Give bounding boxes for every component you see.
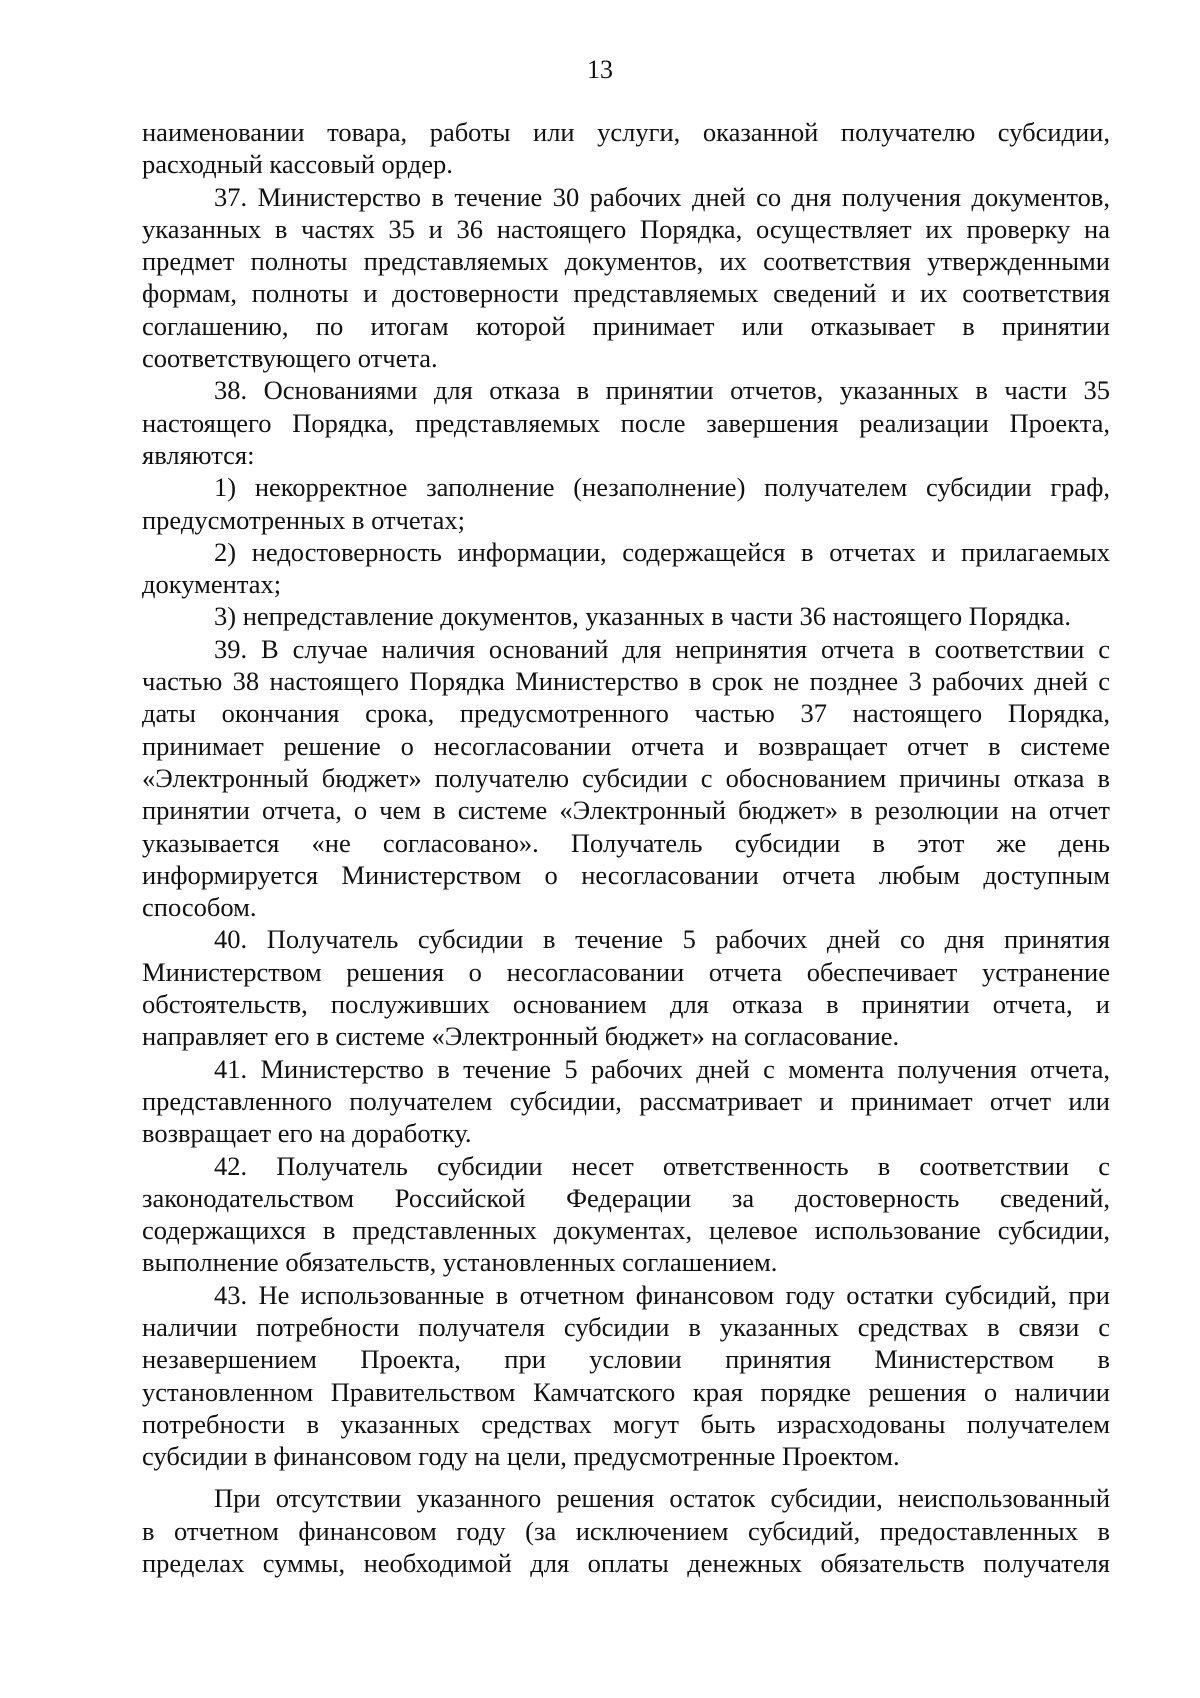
paragraph — [142, 923, 1110, 1052]
text-line: «Электронный бюджет» получателю субсидии с обоснованием причины отказа в — [142, 762, 1110, 793]
text-line: соответствующего отчета. — [142, 343, 438, 374]
text-line: формам, полноты и достоверности представляемых сведений и их соответствия — [142, 278, 1110, 309]
text-line: 42. Получатель субсидии несет ответственность в соответствии с — [214, 1150, 1110, 1181]
text-line: 2) недостоверность информации, содержащейся в отчетах и прилагаемых — [214, 536, 1110, 567]
text-line: При отсутствии указанного решения остаток субсидии, неиспользованный — [214, 1483, 1110, 1514]
text-line: Министерством решения о несогласовании отчета обеспечивает устранение — [142, 956, 1110, 987]
text-line: обстоятельств, послуживших основанием для отказа в принятии отчета, и — [142, 989, 1110, 1020]
text-line: субсидии в финансовом году на цели, предусмотренные Проектом. — [142, 1441, 900, 1472]
text-line: принятии отчета, о чем в системе «Электронный бюджет» в резолюции на отчет — [142, 795, 1110, 826]
text-line: 38. Основаниями для отказа в принятии отчетов, указанных в части 35 — [214, 375, 1110, 406]
text-line: указанных в частях 35 и 36 настоящего Порядка, осуществляет их проверку на — [142, 213, 1110, 244]
text-line: указывается «не согласовано». Получатель субсидии в этот же день — [142, 827, 1110, 858]
text-line: законодательством Российской Федерации за достоверность сведений, — [142, 1182, 1110, 1213]
text-line: 39. В случае наличия оснований для непринятия отчета в соответствии с — [214, 633, 1110, 664]
paragraph — [142, 536, 1110, 601]
text-line: настоящего Порядка, представляемых после завершения реализации Проекта, — [142, 407, 1110, 438]
text-line: 41. Министерство в течение 5 рабочих дней с момента получения отчета, — [214, 1053, 1110, 1084]
paragraph — [142, 1482, 1110, 1579]
text-line: способом. — [142, 892, 257, 923]
text-line: предусмотренных в отчетах; — [142, 504, 465, 535]
text-line: соглашению, по итогам которой принимает или отказывает в принятии — [142, 310, 1110, 341]
text-line: представленного получателем субсидии, рассматривает и принимает отчет или — [142, 1085, 1110, 1116]
paragraph — [142, 116, 1110, 181]
text-line: частью 38 настоящего Порядка Министерство в срок не позднее 3 рабочих дней с — [142, 666, 1110, 697]
text-line: наличии потребности получателя субсидии в указанных средствах в связи с — [142, 1311, 1110, 1342]
text-line: потребности в указанных средствах могут быть израсходованы получателем — [142, 1408, 1110, 1439]
text-line: 43. Не использованные в отчетном финансовом году остатки субсидий, при — [214, 1279, 1110, 1310]
text-line: возвращает его на доработку. — [142, 1118, 472, 1149]
text-line: направляет его в системе «Электронный бюджет» на согласование. — [142, 1021, 900, 1052]
text-line: документах; — [142, 569, 282, 600]
document-body — [142, 116, 1110, 1579]
paragraph — [142, 181, 1110, 375]
paragraph — [142, 1150, 1110, 1279]
text-line: даты окончания срока, предусмотренного частью 37 настоящего Порядка, — [142, 698, 1110, 729]
text-line: в отчетном финансовом году (за исключением субсидий, предоставленных в — [142, 1515, 1110, 1546]
text-line: содержащихся в представленных документах, целевое использование субсидии, — [142, 1215, 1110, 1246]
paragraph — [142, 374, 1110, 471]
text-line: 1) некорректное заполнение (незаполнение) получателем субсидии граф, — [214, 472, 1110, 503]
text-line: информируется Министерством о несогласовании отчета любым доступным — [142, 859, 1110, 890]
text-line: 40. Получатель субсидии в течение 5 рабочих дней со дня принятия — [214, 924, 1110, 955]
text-line: незавершением Проекта, при условии принятия Министерством в — [142, 1344, 1110, 1375]
text-line: пределах суммы, необходимой для оплаты денежных обязательств получателя — [142, 1548, 1110, 1579]
paragraph — [142, 1279, 1110, 1473]
text-line: выполнение обязательств, установленных соглашением. — [142, 1247, 778, 1278]
text-line: наименовании товара, работы или услуги, оказанной получателю субсидии, — [142, 117, 1110, 147]
page-number: 13 — [587, 55, 613, 84]
text-line: 37. Министерство в течение 30 рабочих дней со дня получения документов, — [214, 181, 1110, 212]
text-line: установленном Правительством Камчатского края порядке решения о наличии — [142, 1376, 1110, 1407]
text-line: являются: — [142, 439, 255, 470]
paragraph — [142, 633, 1110, 924]
text-line: принимает решение о несогласовании отчета и возвращает отчет в системе — [142, 730, 1110, 761]
text-line: расходный кассовый ордер. — [142, 149, 453, 180]
paragraph — [142, 1053, 1110, 1150]
text-line: 3) непредставление документов, указанных в части 36 настоящего Порядка. — [214, 601, 1071, 632]
paragraph — [142, 471, 1110, 536]
text-line: предмет полноты представляемых документов, их соответствия утвержденными — [142, 246, 1110, 277]
paragraph — [142, 600, 1110, 632]
